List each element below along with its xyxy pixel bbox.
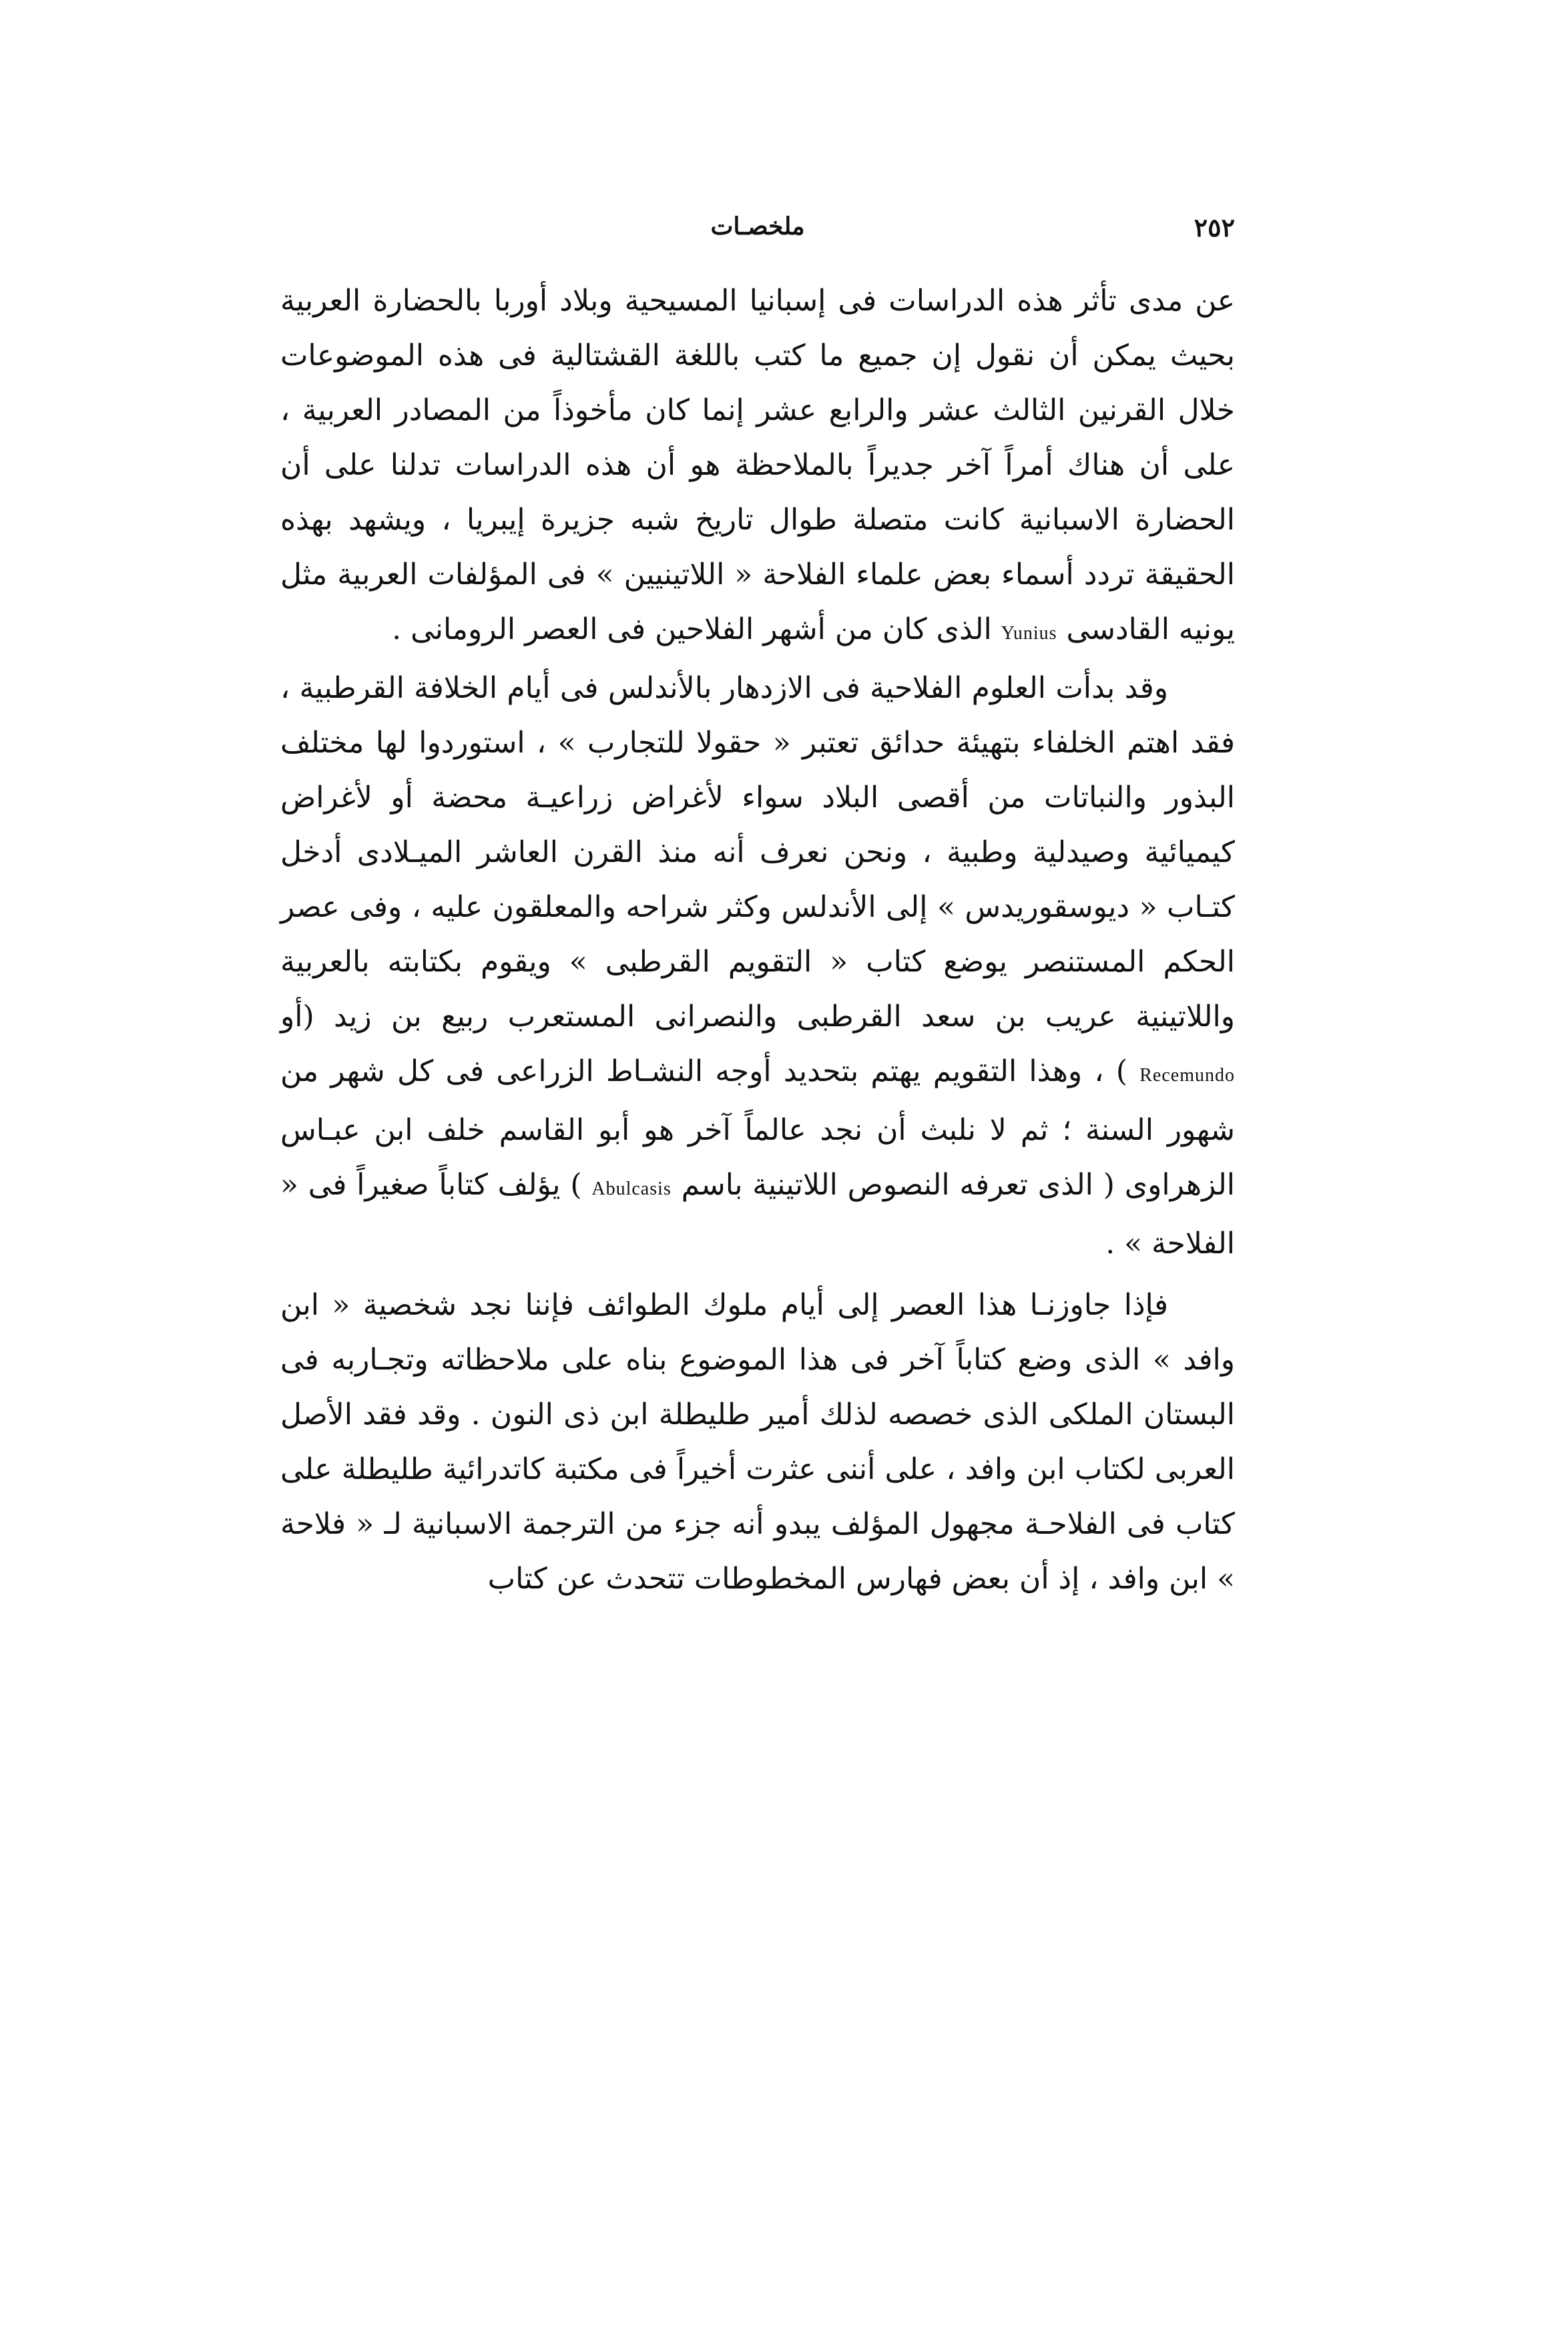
paragraph-3-text-1: فإذا جاوزنـا هذا العصر إلى أيام ملوك الطوائف فإننا نجد شخصية « ابن وافد » الذى وضع كتاباً آخر فى هذا الموضوع بناه على ملاحظاته وتجـاربه فى البستان الملكى الذى خصصه لذلك أمير طليطلة ابن ذى النون . وقد فقد الأصل العربى لكتاب ابن وافد ، على أننى عثرت أخيراً فى مكتبة كاتدرائية طليطلة على كتاب فى الفلاحـة مجهول المؤلف يبدو أنه جزء من الترجمة الاسبانية لـ « فلاحة » ابن وافد ، إذ أن بعض فهارس المخطوطات تتحدث عن كتاب	[280, 1288, 1235, 1596]
paragraph-2-text-1: وقد بدأت العلوم الفلاحية فى الازدهار بالأندلس فى أيام الخلافة القرطبية ، فقد اهتم الخلفاء بتهيئة حدائق تعتبر « حقولا للتجارب » ، استوردوا لها مختلف البذور والنباتات من أقصى البلاد سواء لأغراض زراعيـة محضة أو لأغراض كيميائية وصيدلية وطبية ، ونحن نعرف أنه منذ القرن العاشر الميـلادى أدخل كتـاب « ديوسقوريدس » إلى الأندلس وكثر شراحه والمعلقون عليه ، وفى عصر الحكم المستنصر يوضع كتاب « التقويم القرطبى » ويقوم بكتابته بالعربية واللاتينية عريب بن سعد القرطبى والنصرانى المستعرب ربيع بن زيد (أو	[280, 671, 1235, 1034]
paragraph-2	[280, 661, 1235, 1271]
page-number: ٢٥٢	[1194, 212, 1235, 242]
running-header	[280, 212, 1235, 252]
paragraph-1-text-2: الذى كان من أشهر الفلاحين فى العصر الرومانى .	[392, 612, 1001, 646]
running-title: ملخصـات	[710, 212, 805, 240]
latin-term-recemundo: Recemundo	[1139, 1065, 1235, 1086]
paragraph-2-text-2: ) ، وهذا التقويم يهتم بتحديد أوجه النشـاط الزراعى فى كل شهر من شهور السنة ؛ ثم لا نلبث أن نجد عالماً آخر هو أبو القاسم خلف ابن عبـاس الزهراوى ( الذى تعرفه النصوص اللاتينية باسم	[280, 1054, 1235, 1202]
paragraph-2-text-3: ) يؤلف كتاباً صغيراً فى « الفلاحة » .	[280, 1168, 1235, 1261]
latin-term-abulcasis: Abulcasis	[591, 1179, 672, 1199]
body-text	[280, 274, 1235, 1607]
paragraph-1	[280, 274, 1235, 661]
paragraph-3	[280, 1278, 1235, 1607]
latin-term-yunius: Yunius	[1001, 623, 1057, 644]
paragraph-1-text-1: عن مدى تأثر هذه الدراسات فى إسبانيا المسيحية وبلاد أوربا بالحضارة العربية بحيث يمكن أن نقول إن جميع ما كتب باللغة القشتالية فى هذه الموضوعات خلال القرنين الثالث عشر والرابع عشر إنما كان مأخوذاً من المصادر العربية ، على أن هناك أمراً آخر جديراً بالملاحظة هو أن هذه الدراسات تدلنا على أن الحضارة الاسبانية كانت متصلة طوال تاريخ شبه جزيرة إيبريا ، ويشهد بهذه الحقيقة تردد أسماء بعض علماء الفلاحة « اللاتينيين » فى المؤلفات العربية مثل يونيه القادسى	[280, 284, 1235, 646]
